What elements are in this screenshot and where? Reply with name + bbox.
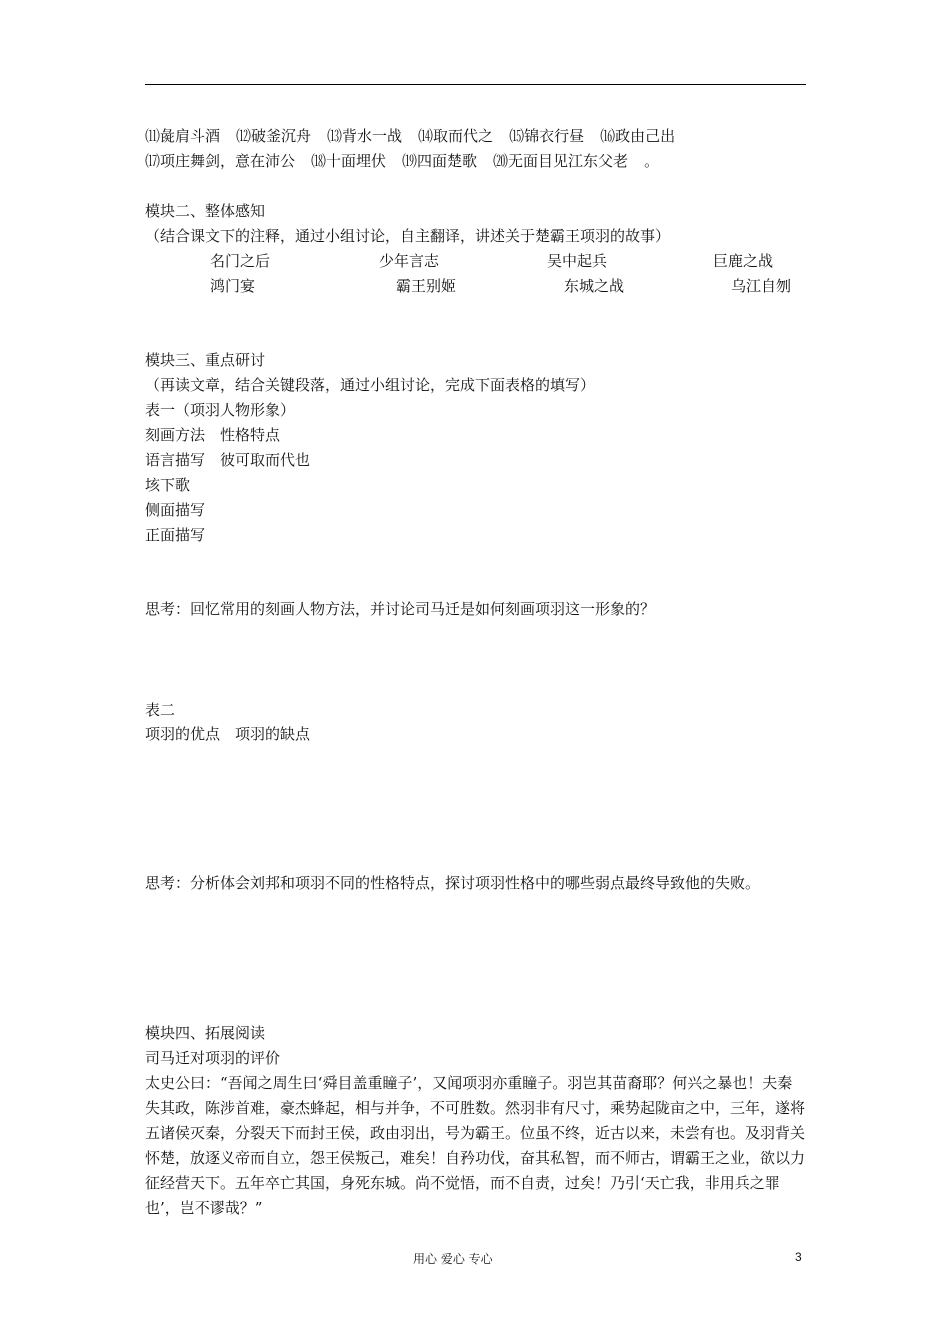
module4-subtitle: 司马迁对项羽的评价 [145,1049,281,1067]
story-item: 名门之后 [210,252,271,270]
idiom-item: ⒁取而代之 [418,127,494,145]
table1-row: 正面描写 [145,526,206,544]
header-rule [145,84,806,85]
idiom-item: ⒂锦衣行昼 [509,127,585,145]
story-item: 乌江自刎 [731,277,792,295]
table1-row: 垓下歌 [145,476,191,494]
commentary-text: 太史公曰：“吾闻之周生曰‘舜目盖重瞳子’，又闻项羽亦重瞳子。羽岂其苗裔耶？何兴之暴也！夫秦失其政，陈涉首难，豪杰蜂起，相与并争，不可胜数。然羽非有尺寸，乘势起陇亩之中，三年，遂将五诸侯灭秦，分裂天下而封王侯，政由羽出，号为霸王。位虽不终，近古以来，未尝有也。及羽背关怀楚，放逐义帝而自立，怨王侯叛己，难矣！自矜功伐，奋其私智，而不师古，谓霸王之业，欲以力征经营天下。五年卒亡其国，身死东城。尚不觉悟，而不自责，过矣！乃引‘天亡我，非用兵之罪也’，岂不谬哉？” [145,1074,806,1217]
module2-title: 模块二、整体感知 [145,202,266,220]
idiom-item: ⒃政由己出 [600,127,676,145]
table1-row: 侧面描写 [145,501,206,519]
idiom-item: ⒀背水一战 [327,127,403,145]
idiom-row-2 [145,149,659,174]
footer-motto: 用心 爱心 专心 [413,1252,493,1266]
sima-qian-commentary [145,1071,807,1221]
think-question-1: 思考：回忆常用的刻画人物方法，并讨论司马迁是如何刻画项羽这一形象的？ [145,600,656,618]
idiom-item: ⑿破釜沉舟 [236,127,312,145]
story-item: 巨鹿之战 [713,252,774,270]
story-item: 吴中起兵 [547,252,608,270]
idiom-item: ⒅十面埋伏 [311,152,387,170]
story-item: 东城之战 [564,277,625,295]
idiom-row-1 [145,124,675,149]
module3-instruction: （再读文章，结合关键段落，通过小组讨论，完成下面表格的填写） [145,376,596,394]
idiom-item: ⒆四面楚歌 [402,152,478,170]
table2-header: 项羽的优点 项羽的缺点 [145,725,311,743]
module3-title: 模块三、重点研讨 [145,351,266,369]
story-item: 少年言志 [379,252,440,270]
module4-title: 模块四、拓展阅读 [145,1024,266,1042]
table2-title: 表二 [145,701,176,719]
table1-row: 刻画方法 性格特点 [145,426,281,444]
idiom-item: ⒇无面目见江东父老 [493,152,629,170]
idiom-item: ⒄项庄舞剑，意在沛公 [145,152,296,170]
think-question-2 [145,871,807,896]
story-item: 霸王别姬 [396,277,457,295]
story-row-1 [0,249,950,274]
table1-row: 语言描写 彼可取而代也 [145,451,311,469]
page-number: 3 [795,1250,802,1264]
story-row-2 [0,274,950,299]
idiom-item: 。 [644,152,660,170]
table1-title: 表一（项羽人物形象） [145,401,296,419]
module2-instruction: （结合课文下的注释，通过小组讨论，自主翻译，讲述关于楚霸王项羽的故事） [145,227,671,245]
story-item: 鸿门宴 [210,277,256,295]
idiom-item: ⑾彘肩斗酒 [145,127,221,145]
think-question-2-text: 思考：分析体会刘邦和项羽不同的性格特点，探讨项羽性格中的哪些弱点最终导致他的失败。 [145,874,761,892]
